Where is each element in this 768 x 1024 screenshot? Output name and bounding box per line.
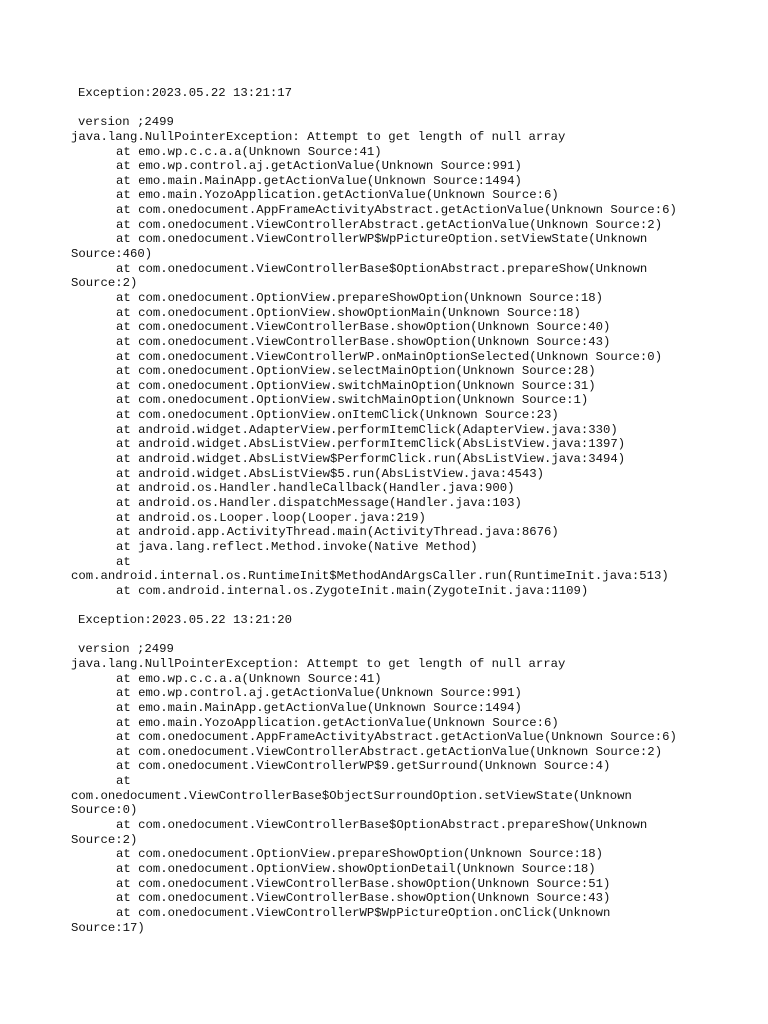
stack-frame-line: at (116, 554, 131, 569)
stack-frame-line: at com.onedocument.OptionView.prepareShowOption(Unknown Source:18) (116, 847, 604, 862)
stack-frame-line: at emo.main.YozoApplication.getActionValue(Unknown Source:6) (116, 188, 559, 203)
stack-frame-line: at android.widget.AbsListView.performItemClick(AbsListView.java:1397) (116, 437, 626, 452)
stack-frame-line: at com.onedocument.ViewControllerWP.onMainOptionSelected(Unknown Source:0) (116, 349, 663, 364)
stack-frame-line: at com.onedocument.OptionView.prepareShowOption(Unknown Source:18) (116, 290, 604, 305)
stack-frame-line: at android.widget.AdapterView.performItemClick(AdapterView.java:330) (116, 422, 618, 437)
stack-frame-line: at android.app.ActivityThread.main(ActivityThread.java:8676) (116, 525, 559, 540)
stack-frame-line: at com.onedocument.ViewControllerBase.showOption(Unknown Source:40) (116, 320, 611, 335)
stack-frame-line: at (116, 774, 131, 789)
stack-frame-line: at com.onedocument.OptionView.showOptionDetail(Unknown Source:18) (116, 861, 596, 876)
stack-frame-line: at com.android.internal.os.ZygoteInit.main(ZygoteInit.java:1109) (116, 583, 589, 598)
stack-frame-line: at com.onedocument.ViewControllerBase.showOption(Unknown Source:51) (116, 876, 611, 891)
stack-frame-line: at com.onedocument.OptionView.switchMainOption(Unknown Source:31) (116, 378, 596, 393)
stack-frame-line: at com.onedocument.OptionView.selectMainOption(Unknown Source:28) (116, 364, 596, 379)
version-line: version ;2499 (78, 115, 174, 130)
stack-frame-line: at com.onedocument.ViewControllerWP$9.getSurround(Unknown Source:4) (116, 759, 611, 774)
stack-frame-line: at java.lang.reflect.Method.invoke(Native Method) (116, 539, 478, 554)
stack-frame-continuation: Source:2) (71, 832, 138, 847)
stack-frame-continuation: Source:2) (71, 276, 138, 291)
stack-frame-line: at emo.wp.c.c.a.a(Unknown Source:41) (116, 671, 382, 686)
version-line: version ;2499 (78, 642, 174, 657)
stack-frame-line: at com.onedocument.ViewControllerWP$WpPictureOption.onClick(Unknown (116, 905, 611, 920)
stack-frame-line: at emo.wp.control.aj.getActionValue(Unknown Source:991) (116, 686, 522, 701)
stack-frame-line: at com.onedocument.ViewControllerBase.showOption(Unknown Source:43) (116, 891, 611, 906)
exception-message: java.lang.NullPointerException: Attempt to get length of null array (71, 129, 566, 144)
stack-frame-line: at com.onedocument.ViewControllerAbstract.getActionValue(Unknown Source:2) (116, 744, 663, 759)
stack-frame-line: at emo.main.MainApp.getActionValue(Unknown Source:1494) (116, 700, 522, 715)
stack-frame-continuation: Source:0) (71, 803, 138, 818)
stack-frame-continuation: Source:460) (71, 247, 153, 262)
stack-frame-line: at com.onedocument.OptionView.onItemClick(Unknown Source:23) (116, 408, 559, 423)
stack-frame-line: at com.onedocument.ViewControllerBase$OptionAbstract.prepareShow(Unknown (116, 261, 648, 276)
stack-frame-continuation: com.onedocument.ViewControllerBase$ObjectSurroundOption.setViewState(Unknown (71, 788, 632, 803)
stack-frame-line: at com.onedocument.ViewControllerBase.showOption(Unknown Source:43) (116, 334, 611, 349)
stack-frame-line: at com.onedocument.ViewControllerBase$OptionAbstract.prepareShow(Unknown (116, 818, 648, 833)
stack-frame-line: at emo.main.YozoApplication.getActionValue(Unknown Source:6) (116, 715, 559, 730)
stack-frame-line: at com.onedocument.ViewControllerAbstract.getActionValue(Unknown Source:2) (116, 217, 663, 232)
stack-frame-line: at com.onedocument.ViewControllerWP$WpPictureOption.setViewState(Unknown (116, 232, 648, 247)
stack-frame-line: at emo.main.MainApp.getActionValue(Unknown Source:1494) (116, 173, 522, 188)
blank-line (71, 101, 761, 116)
stack-frame-line: at com.onedocument.OptionView.switchMainOption(Unknown Source:1) (116, 393, 589, 408)
exception-log (71, 86, 761, 935)
stack-frame-line: at com.onedocument.AppFrameActivityAbstract.getActionValue(Unknown Source:6) (116, 203, 677, 218)
stack-frame-continuation: com.android.internal.os.RuntimeInit$MethodAndArgsCaller.run(RuntimeInit.java:513) (71, 569, 669, 584)
stack-frame-line: at com.onedocument.AppFrameActivityAbstract.getActionValue(Unknown Source:6) (116, 730, 677, 745)
stack-frame-continuation: Source:17) (71, 920, 145, 935)
stack-frame-line: at com.onedocument.OptionView.showOptionMain(Unknown Source:18) (116, 305, 581, 320)
stack-frame-line: at android.widget.AbsListView$5.run(AbsListView.java:4543) (116, 466, 545, 481)
exception-timestamp-header: Exception:2023.05.22 13:21:17 (78, 86, 293, 100)
blank-line (71, 598, 761, 613)
stack-frame-line: at emo.wp.c.c.a.a(Unknown Source:41) (116, 144, 382, 159)
exception-timestamp-header: Exception:2023.05.22 13:21:20 (78, 613, 293, 628)
stack-frame-line: at android.widget.AbsListView$PerformClick.run(AbsListView.java:3494) (116, 452, 626, 467)
exception-message: java.lang.NullPointerException: Attempt to get length of null array (71, 656, 566, 671)
stack-frame-line: at emo.wp.control.aj.getActionValue(Unknown Source:991) (116, 159, 522, 174)
stack-frame-line: at android.os.Handler.handleCallback(Handler.java:900) (116, 481, 515, 496)
stack-frame-line: at android.os.Handler.dispatchMessage(Handler.java:103) (116, 495, 522, 510)
stack-frame-line: at android.os.Looper.loop(Looper.java:219) (116, 510, 426, 525)
blank-line (71, 628, 761, 643)
